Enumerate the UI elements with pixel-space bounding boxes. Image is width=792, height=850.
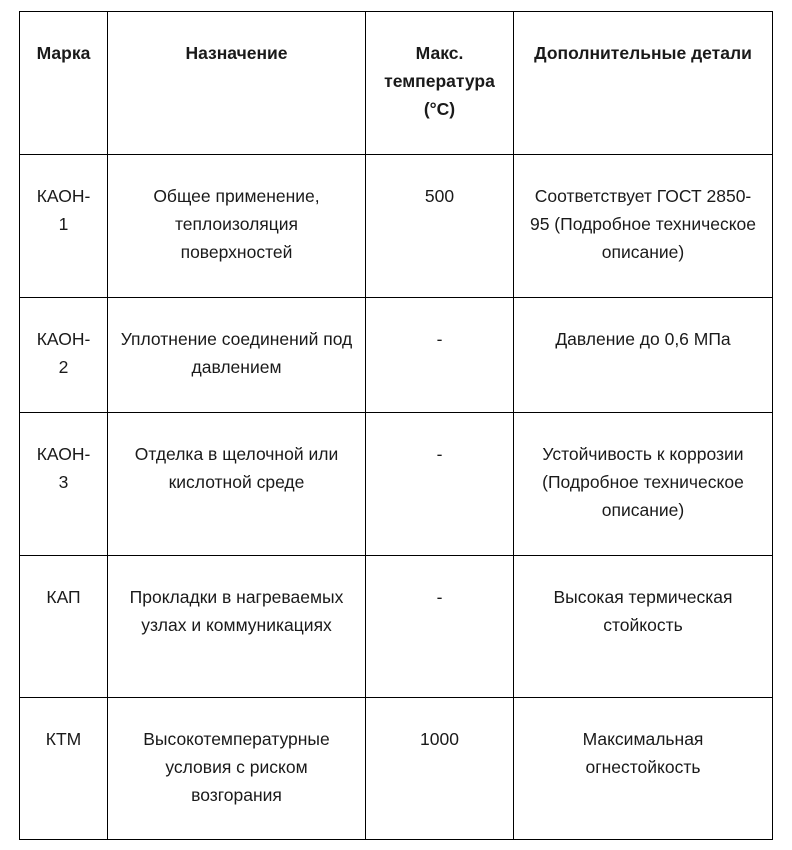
- cell-max-temp: -: [366, 413, 514, 556]
- cell-max-temp: -: [366, 556, 514, 698]
- cell-purpose: Высокотемпературные условия с риском возгорания: [108, 698, 366, 840]
- cell-details: Соответствует ГОСТ 2850-95 (Подробное техническое описание): [514, 155, 773, 298]
- cell-purpose: Уплотнение соединений под давлением: [108, 298, 366, 413]
- cell-brand: КАП: [20, 556, 108, 698]
- header-brand: Марка: [20, 12, 108, 155]
- cell-details: Максимальная огнестойкость: [514, 698, 773, 840]
- table-row: [20, 413, 773, 556]
- header-max-temp: Макс. температура (°C): [366, 12, 514, 155]
- cell-purpose: Прокладки в нагреваемых узлах и коммуникациях: [108, 556, 366, 698]
- table-row: [20, 155, 773, 298]
- cell-brand: КАОН-1: [20, 155, 108, 298]
- header-purpose: Назначение: [108, 12, 366, 155]
- table-row: [20, 556, 773, 698]
- header-details: Дополнительные детали: [514, 12, 773, 155]
- cell-details: Давление до 0,6 МПа: [514, 298, 773, 413]
- specs-table: [19, 11, 773, 840]
- cell-max-temp: -: [366, 298, 514, 413]
- table-header-row: [20, 12, 773, 155]
- cell-details: Высокая термическая стойкость: [514, 556, 773, 698]
- table-row: [20, 298, 773, 413]
- table-row: [20, 698, 773, 840]
- cell-max-temp: 500: [366, 155, 514, 298]
- cell-max-temp: 1000: [366, 698, 514, 840]
- cell-details: Устойчивость к коррозии (Подробное техническое описание): [514, 413, 773, 556]
- cell-brand: КАОН-3: [20, 413, 108, 556]
- cell-purpose: Общее применение, теплоизоляция поверхностей: [108, 155, 366, 298]
- cell-brand: КАОН-2: [20, 298, 108, 413]
- cell-brand: КТМ: [20, 698, 108, 840]
- cell-purpose: Отделка в щелочной или кислотной среде: [108, 413, 366, 556]
